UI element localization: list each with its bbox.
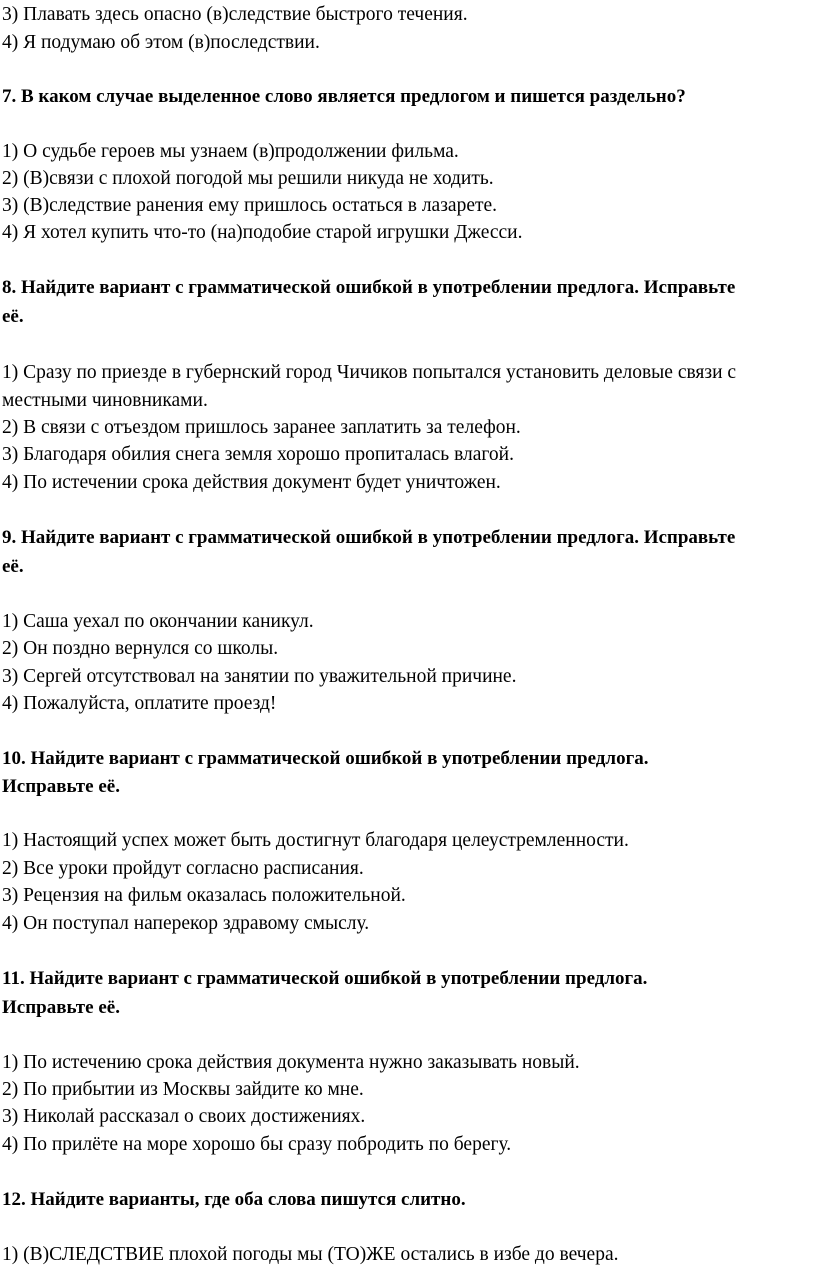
question-10-option-2: 2) Все уроки пройдут согласно расписания.: [2, 858, 364, 879]
question-7-option-4: 4) Я хотел купить что-то (на)подобие старой игрушки Джесси.: [2, 222, 523, 243]
question-12-option-1: 1) (В)СЛЕДСТВИЕ плохой погоды мы (ТО)ЖЕ остались в избе до вечера.: [2, 1244, 619, 1265]
question-8-option-2: 2) В связи с отъездом пришлось заранее заплатить за телефон.: [2, 417, 521, 438]
fragment-option-4: 4) Я подумаю об этом (в)последствии.: [2, 32, 320, 53]
question-7-option-3: 3) (В)следствие ранения ему пришлось остаться в лазарете.: [2, 195, 498, 216]
fragment-option-3: 3) Плавать здесь опасно (в)следствие быстрого течения.: [2, 4, 468, 25]
question-9-option-4: 4) Пожалуйста, оплатите проезд!: [2, 693, 277, 714]
question-10-option-3: 3) Рецензия на фильм оказалась положительной.: [2, 885, 406, 906]
question-8-option-4: 4) По истечении срока действия документ будет уничтожен.: [2, 472, 501, 493]
question-10-option-1: 1) Настоящий успех может быть достигнут благодаря целеустремленности.: [2, 830, 629, 851]
question-8-option-1: 1) Сразу по приезде в губернский город Чичиков попытался установить деловые связи с: [2, 362, 737, 383]
question-11-option-4: 4) По прилёте на море хорошо бы сразу побродить по берегу.: [2, 1134, 512, 1155]
question-10-heading-line2: Исправьте её.: [2, 776, 120, 797]
question-8-option-3: 3) Благодаря обилия снега земля хорошо пропиталась влагой.: [2, 444, 514, 465]
question-7-option-1: 1) О судьбе героев мы узнаем (в)продолжении фильма.: [2, 141, 459, 162]
question-11-heading-line2: Исправьте её.: [2, 997, 120, 1018]
question-8-option-1-cont: местными чиновниками.: [2, 390, 208, 411]
question-9-heading-line2: её.: [2, 556, 24, 577]
question-12-heading: 12. Найдите варианты, где оба слова пишутся слитно.: [2, 1189, 466, 1210]
question-9-option-3: 3) Сергей отсутствовал на занятии по уважительной причине.: [2, 666, 517, 687]
question-8-heading-line1: 8. Найдите вариант с грамматической ошибкой в употреблении предлога. Исправьте: [2, 277, 736, 298]
question-9-heading-line1: 9. Найдите вариант с грамматической ошибкой в употреблении предлога. Исправьте: [2, 527, 736, 548]
question-7-option-2: 2) (В)связи с плохой погодой мы решили никуда не ходить.: [2, 168, 494, 189]
question-11-option-2: 2) По прибытии из Москвы зайдите ко мне.: [2, 1079, 364, 1100]
question-9-option-2: 2) Он поздно вернулся со школы.: [2, 638, 279, 659]
question-9-option-1: 1) Саша уехал по окончании каникул.: [2, 611, 314, 632]
question-8-heading-line2: её.: [2, 306, 24, 327]
question-10-option-4: 4) Он поступал наперекор здравому смыслу.: [2, 913, 370, 934]
question-7-heading: 7. В каком случае выделенное слово является предлогом и пишется раздельно?: [2, 86, 686, 107]
question-10-heading-line1: 10. Найдите вариант с грамматической ошибкой в употреблении предлога.: [2, 748, 649, 769]
question-11-heading-line1: 11. Найдите вариант с грамматической ошибкой в употреблении предлога.: [2, 968, 648, 989]
question-11-option-3: 3) Николай рассказал о своих достижениях.: [2, 1106, 366, 1127]
question-11-option-1: 1) По истечению срока действия документа нужно заказывать новый.: [2, 1052, 580, 1073]
